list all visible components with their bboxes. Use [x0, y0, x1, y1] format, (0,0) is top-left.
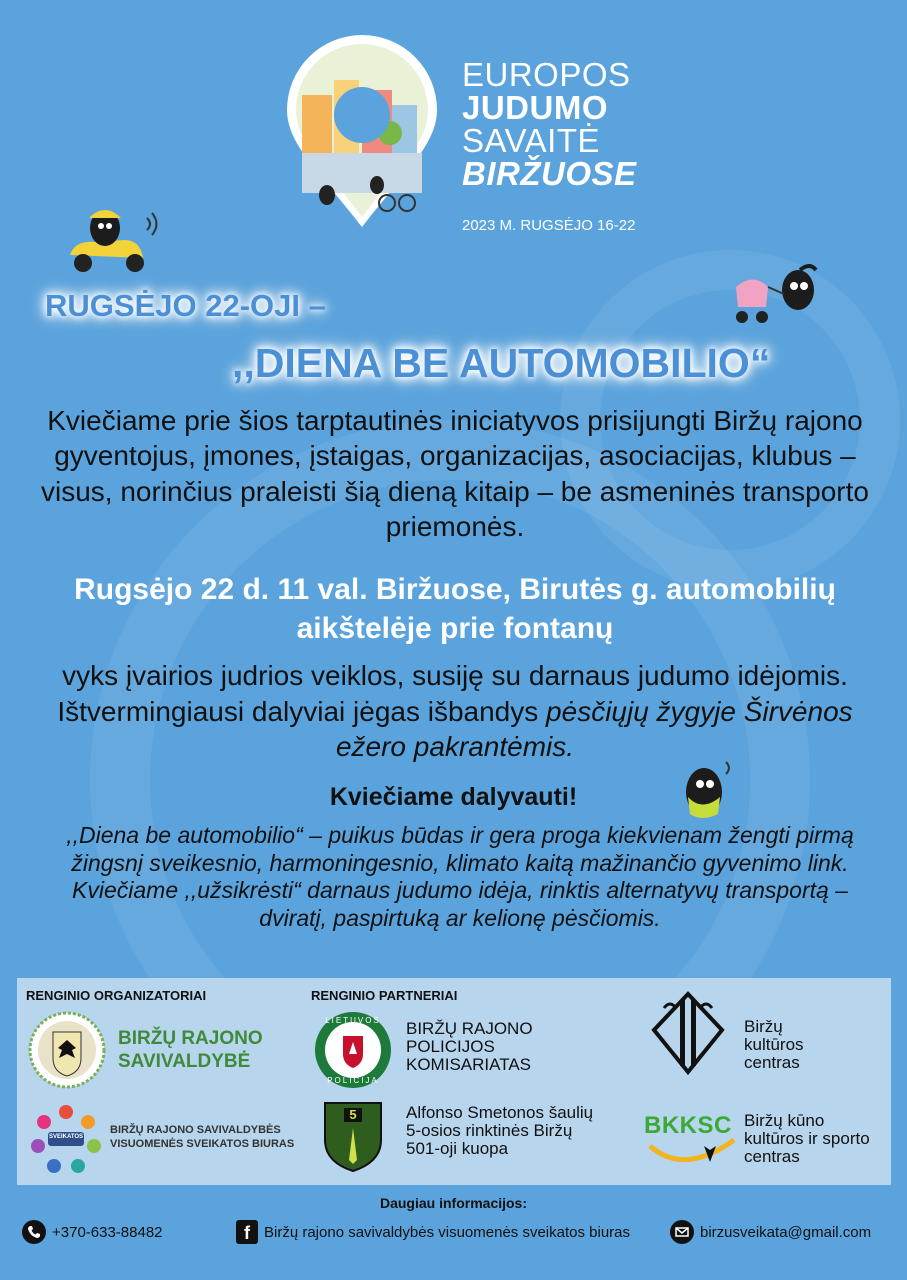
sport-centre-logo-text: BKKSC — [644, 1112, 732, 1139]
culture-line2: kultūros — [744, 1034, 804, 1054]
municipality-name — [118, 1028, 263, 1074]
headline-date: RUGSĖJO 22-OJI – — [45, 288, 326, 323]
police-badge-logo — [313, 1010, 393, 1095]
stroller-mascot-illustration — [728, 262, 828, 337]
riflemen-name — [406, 1104, 593, 1158]
facebook-contact[interactable] — [236, 1220, 630, 1244]
title-line1: EUROPOS — [462, 56, 631, 93]
police-name — [406, 1020, 533, 1074]
riflemen-shield-logo — [322, 1100, 384, 1179]
activities-text: vyks įvairios judrios veiklos, susiję su darnaus judumo idėjomis. Ištvermingiausi dalyviai jėgas išbandys — [57, 660, 848, 727]
municipality-line2: SAVIVALDYBĖ — [118, 1050, 251, 1072]
culture-line1: Biržų — [744, 1017, 783, 1036]
email-contact[interactable] — [670, 1220, 871, 1244]
culture-centre-name — [744, 1018, 804, 1072]
sport-line2: kultūros ir sporto — [744, 1128, 870, 1148]
riflemen-line3: 501-oji kuopa — [406, 1138, 509, 1158]
more-info-heading: Daugiau informacijos: — [379, 1195, 528, 1211]
activities-hike: pėsčiųjų žygyje Širvėnos ežero pakrantėmis. — [335, 695, 853, 763]
health-bureau-line2: VISUOMENĖS SVEIKATOS BIURAS — [110, 1137, 295, 1150]
police-badge-bottom-text: POLICIJA — [327, 1076, 379, 1085]
title-line3: SAVAITĖ — [462, 122, 600, 159]
scooter-mascot-illustration — [55, 200, 165, 285]
event-logo-title — [462, 58, 637, 190]
activities-paragraph — [40, 658, 870, 765]
culture-centre-logo — [650, 990, 726, 1081]
culture-line3: centras — [744, 1052, 800, 1072]
sport-centre-name — [744, 1112, 870, 1166]
sport-line3: centras — [744, 1146, 800, 1166]
health-bureau-logo — [26, 1100, 106, 1181]
phone-contact[interactable] — [22, 1220, 163, 1244]
organizers-heading: RENGINIO ORGANIZATORIAI — [26, 988, 207, 1003]
phone-number: +370-633-88482 — [52, 1223, 163, 1241]
health-bureau-name — [110, 1124, 294, 1152]
riflemen-line1: Alfonso Smetonos šaulių — [406, 1103, 594, 1122]
municipality-crest-logo — [28, 1010, 106, 1095]
phone-icon — [22, 1220, 46, 1244]
title-line4: BIRŽUOSE — [462, 155, 637, 192]
headline-title: ,,DIENA BE AUTOMOBILIO“ — [232, 340, 771, 386]
email-icon — [670, 1220, 694, 1244]
event-dates: 2023 M. RUGSĖJO 16-22 — [462, 217, 636, 234]
police-line3: KOMISARIATAS — [406, 1054, 532, 1074]
closing-paragraph: ,,Diena be automobilio“ – puikus būdas ir gera proga kiekvienam žengti pirmą žingsnį sveikesnio, harmoningesnio, klimato kaitą mažinančio gyvenimo link. Kviečiame ,,užsikrėsti“ darnaus judumo idėja, rinktis alternatyvų transportą – dviratį, paspirtuką ar kelionę pėsčiomis. — [66, 822, 854, 931]
health-bureau-line1: BIRŽŲ RAJONO SAVIVALDYBĖS — [110, 1124, 281, 1136]
mobility-week-pin-logo — [282, 35, 442, 230]
title-line2: JUDUMO — [462, 89, 609, 126]
riflemen-line2: 5-osios rinktinės Biržų — [406, 1120, 573, 1140]
police-line2: POLICIJOS — [406, 1036, 495, 1056]
invite-heading: Kviečiame dalyvauti! — [329, 783, 578, 811]
email-address: birzusveikata@gmail.com — [700, 1223, 872, 1241]
partners-heading: RENGINIO PARTNERIAI — [311, 988, 458, 1003]
intro-paragraph: Kviečiame prie šios tarptautinės iniciatyvos prisijungti Biržų rajono gyventojus, įmones, įstaigas, organizacijas, asociacijas, klubus – visus, norinčius praleisti šią dieną kitaip – be asmeninės transporto priemonės. — [41, 405, 869, 542]
police-badge-top-text: LIETUVOS — [325, 1016, 381, 1025]
health-bureau-logo-text: SVEIKATOS — [48, 1134, 84, 1140]
riflemen-number: 5 — [349, 1107, 357, 1122]
municipality-line1: BIRŽŲ RAJONO — [118, 1028, 263, 1049]
event-location: Rugsėjo 22 d. 11 val. Biržuose, Birutės g. automobilių aikštelėje prie fontanų — [74, 573, 836, 645]
police-line1: BIRŽŲ RAJONO — [406, 1019, 533, 1038]
sport-line1: Biržų kūno — [744, 1111, 825, 1130]
sport-centre-logo — [644, 1106, 740, 1176]
facebook-icon: f — [236, 1220, 258, 1244]
facebook-page: Biržų rajono savivaldybės visuomenės sveikatos biuras — [264, 1223, 631, 1241]
